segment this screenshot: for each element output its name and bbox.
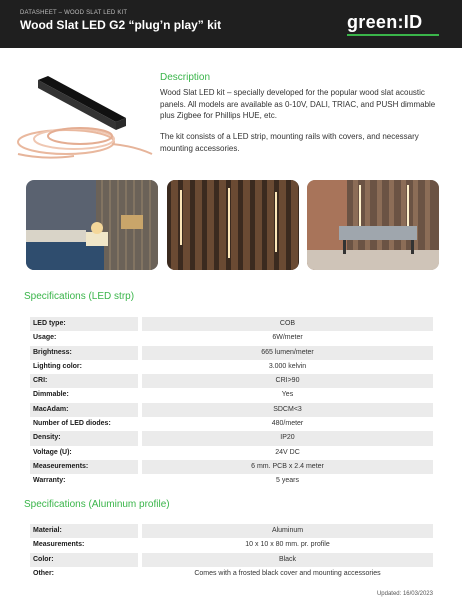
spec-value: 5 years: [276, 477, 299, 485]
spec-value: 6W/meter: [272, 334, 303, 342]
spec-value: CRI>90: [142, 374, 433, 388]
document-title: Wood Slat LED G2 “plug’n play” kit: [20, 18, 222, 32]
spec-row-led-diodes: [30, 417, 433, 431]
spec-row-cri: [30, 374, 433, 388]
description-heading: Description: [160, 72, 211, 83]
updated-date: Updated: 16/03/2023: [376, 591, 433, 597]
spec-value: Comes with a frosted black cover and mounting accessories: [194, 569, 381, 577]
spec-value: 480/meter: [271, 420, 304, 428]
spec-value: Black: [142, 553, 433, 567]
spec-label: Density:: [30, 431, 138, 445]
spec-label: Material:: [30, 524, 138, 538]
spec-row-brightness: [30, 346, 433, 360]
profile-specs-table: [30, 524, 433, 581]
led-specs-heading: Specifications (LED strp): [24, 291, 135, 302]
spec-label: Other:: [33, 569, 54, 577]
spec-row-other: [30, 567, 433, 581]
spec-label: MacAdam:: [30, 403, 138, 417]
spec-row-usage: [30, 331, 433, 345]
description-paragraph-1: Wood Slat LED kit – specially developed for the popular wood slat acoustic panels. All models are available as 0-10V, DALI, TRIAC, and PUSH dimmable plus Zigbee for Phillips HUE, etc.: [160, 88, 436, 120]
profile-specs-heading: Specifications (Aluminum profile): [24, 499, 170, 510]
datasheet-kicker: DATASHEET – WOOD SLAT LED KIT: [20, 10, 128, 16]
spec-row-density: [30, 431, 433, 445]
spec-label: Color:: [30, 553, 138, 567]
spec-row-dimmable: [30, 388, 433, 402]
spec-row-led-type: [30, 317, 433, 331]
description-paragraph-2: The kit consists of a LED strip, mounting rails with covers, and necessary mounting accessories.: [160, 132, 419, 153]
spec-value: 3.000 kelvin: [268, 362, 307, 370]
green-id-logo: [347, 12, 447, 36]
spec-row-macadam: [30, 403, 433, 417]
spec-label: Dimmable:: [33, 391, 69, 399]
led-strip-product-image: [14, 74, 154, 164]
spec-row-lighting-color: [30, 360, 433, 374]
spec-label: Measeurements:: [30, 460, 138, 474]
spec-label: Warranty:: [33, 477, 66, 485]
spec-value: COB: [142, 317, 433, 331]
bedroom-photo: [26, 180, 158, 270]
spec-label: CRI:: [30, 374, 138, 388]
spec-value: IP20: [142, 431, 433, 445]
spec-label: Voltage (U):: [33, 448, 72, 456]
spec-row-warranty: [30, 474, 433, 488]
spec-label: Brightness:: [30, 346, 138, 360]
spec-value: 665 lumen/meter: [142, 346, 433, 360]
bench-room-photo: [307, 180, 439, 270]
spec-value: Yes: [281, 391, 294, 399]
led-specs-table: [30, 317, 433, 489]
spec-row-profile-measurements: [30, 538, 433, 552]
logo-text: green:ID: [347, 12, 423, 32]
spec-row-voltage: [30, 446, 433, 460]
wood-slat-panel-photo: [167, 180, 299, 270]
spec-label: LED type:: [30, 317, 138, 331]
spec-row-color: [30, 553, 433, 567]
spec-value: 24V DC: [275, 448, 300, 456]
spec-label: Lighting color:: [33, 362, 82, 370]
spec-label: Usage:: [33, 334, 57, 342]
spec-value: SDCM<3: [142, 403, 433, 417]
spec-label: Measurements:: [33, 541, 85, 549]
spec-value: 10 x 10 x 80 mm. pr. profile: [245, 541, 330, 549]
spec-label: Number of LED diodes:: [33, 420, 111, 428]
spec-value: 6 mm. PCB x 2.4 meter: [142, 460, 433, 474]
spec-row-material: [30, 524, 433, 538]
logo-underline: [347, 34, 439, 36]
spec-value: Aluminum: [142, 524, 433, 538]
header-bar: [0, 0, 462, 48]
spec-row-measurements: [30, 460, 433, 474]
